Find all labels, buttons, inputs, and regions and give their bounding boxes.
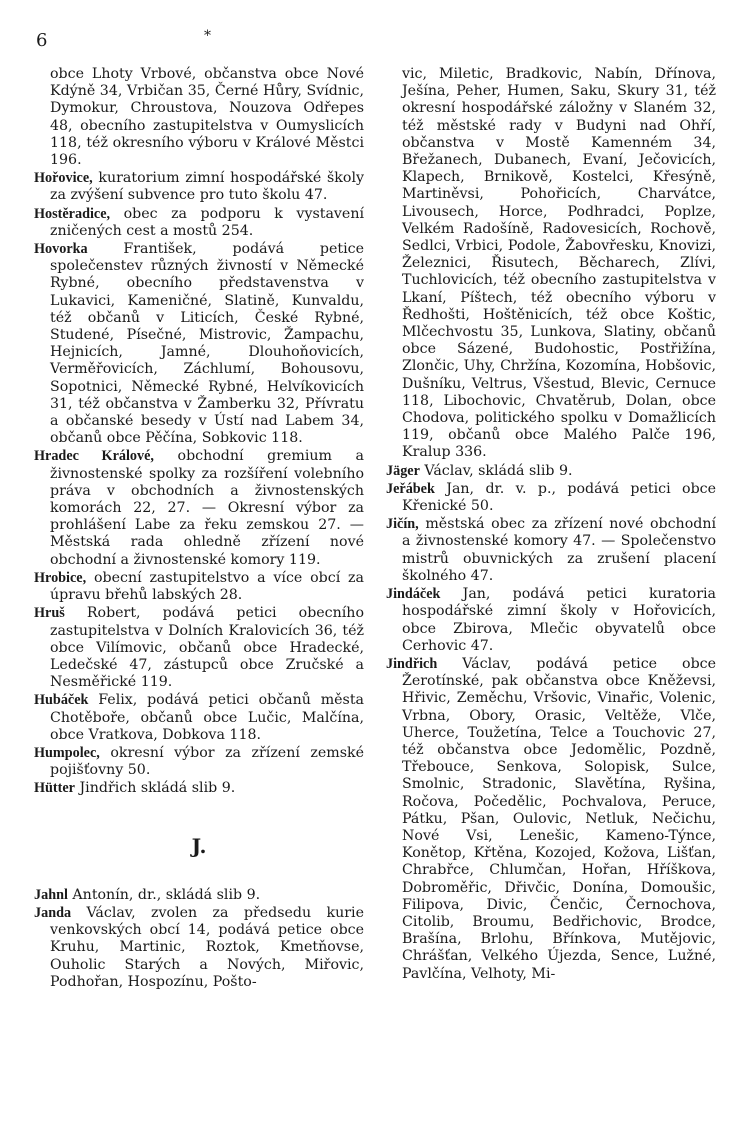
- entry-text: obec za podporu k vystavení zničených cest a mostů 254.: [50, 205, 364, 239]
- print-mark: *: [204, 28, 211, 44]
- entry-heading: Hořovice,: [34, 170, 93, 187]
- entry-text: Jan, podává petici kuratoria hospodářské zimní školy v Hořovicích, obce Zbirova, Mlečic obyvatelů obce Cerhovic 47.: [402, 586, 716, 654]
- entry-text: okresní výbor za zřízení zemské pojišťovny 50.: [50, 744, 364, 779]
- entry-text: obecní zastupitelstvo a více obcí za úpravu břehů labských 28.: [50, 569, 364, 604]
- index-entry: [34, 692, 364, 744]
- index-entry: [34, 570, 364, 604]
- index-entry: [386, 516, 716, 585]
- entry-heading: Hradec Králové,: [34, 448, 154, 465]
- entry-heading: Jäger: [386, 462, 420, 479]
- entry-heading: Jindřich: [386, 655, 438, 672]
- entry-text: vic, Miletic, Bradkovic, Nabín, Dřínova, Ješína, Peher, Humen, Saku, Skury 31, též okresní hospodářské záložny v Slaném 32, též městské rady v Budyni nad Ohří, občanstva v Mostě Kamenném 34, Břežanech, Dubanech, Evaní, Ječovicích, Klapech, Brnikově, Kostelci, Křesýně, Martiněvsi, Pohořicích, Charvátce, Livousech, Horce, Podhradci, Poplze, Velkém Radošíně, Radovesicích, Rochově, Sedlci, Vrbici, Podole, Žabovřesku, Knovizi, Železnici, Řisutech, Běcharech, Zlívi, Tuchlovicích, též obecního zastupitelstva v Lkaní, Píštech, též obecního výboru v Ředhošti, Hoštěnicích, též obce Koštic, Mlčechvostu 35, Lunkova, Slatiny, občanů obce Sázené, Budohostic, Postřižína, Zlončic, Uhy, Chržína, Kozomína, Hobšovic, Dušníku, Veltrus, Všestud, Blevic, Cernuce 118, Libochovic, Chvatěrub, Dolan, obce Chodova, politického spolku v Domažlicích 119, občanů obce Malého Palče 196, Kralup 336.: [402, 66, 716, 461]
- entry-heading: Hrobice,: [34, 569, 87, 586]
- index-entry: [34, 605, 364, 691]
- entry-heading: Hubáček: [34, 692, 89, 709]
- index-entry: [386, 656, 716, 983]
- index-entry: [386, 586, 716, 655]
- entry-text: Václav, podává petice obce Žerotínské, pak občanstva obce Kněževsi, Hřivic, Zeměchu, Vršovic, Vinařic, Volenic, Vrbna, Obory, Orasic, Veltěže, Vlče, Uherce, Toužetína, Telce a Touchovic 27, též občanstva obce Jedomělic, Pozdně, Třebouce, Senkova, Solopisk, Sulce, Smolnic, Stradonic, Slavětína, Ryšina, Ročova, Počedělic, Pochvalova, Peruce, Pátku, Pšan, Oulovic, Netluk, Nečichu, Nové Vsi, Lenešic, Kameno-Týnce, Konětop, Křtěna, Kozojed, Kožova, Lišťan, Chrabřce, Chlumčan, Hořan, Hříškova, Dobroměřic, Dřivčic, Donína, Domoušic, Filipova, Divic, Čenčic, Černochova, Citolib, Broumu, Bedřichovic, Brodce, Brašína, Brlohu, Břínkova, Mutějovic, Chrášťan, Velkého Újezda, Sence, Lužné, Pavlčína, Velhoty, Mi-: [402, 655, 716, 982]
- continued-entry: [386, 66, 716, 462]
- entry-text: Antonín, dr., skládá slib 9.: [67, 886, 261, 903]
- index-entry: [34, 170, 364, 204]
- entry-text: kuratorium zimní hospodářské školy za zvýšení subvence pro tuto školu 47.: [50, 170, 364, 204]
- entry-heading: Humpolec,: [34, 744, 100, 761]
- index-entry: [34, 905, 364, 991]
- index-entry: [34, 448, 364, 568]
- entry-text: Václav, skládá slib 9.: [419, 462, 573, 479]
- index-entry: [34, 780, 364, 797]
- entry-text: obce Lhoty Vrbové, občanstva obce Nové Kdýně 34, Vrbičan 35, Černé Hůry, Svídnic, Dymokur, Chroustova, Nouzova Odřepes 48, obecního zastupitelstva v Oumyslicích 118, též okresního výboru v Králové Městci 196.: [50, 66, 364, 169]
- entry-text: městská obec za zřízení nové obchodní a živnostenské komory 47. — Společenstvo mistrů obuvnických za zrušení placení školného 47.: [402, 516, 716, 584]
- index-entry: [34, 241, 364, 447]
- entry-heading: Janda: [34, 904, 72, 921]
- index-entry: [386, 481, 716, 515]
- entry-text: Jindřich skládá slib 9.: [74, 780, 236, 797]
- entry-text: Felix, podává petici občanů města Chotěboře, občanů obce Lučic, Malčína, obce Vratkova, Dobkova 118.: [50, 692, 364, 743]
- entry-text: obchodní gremium a živnostenské spolky za rozšíření volebního práva v obchodních a živnostenských komorách 22, 27. — Okresní výbor za prohlášení Labe za řeku zemskou 27. — Městská rada ohledně zřízení nové obchodní a živnostenské komory 119.: [50, 448, 364, 568]
- entry-heading: Hruš: [34, 605, 65, 622]
- entry-heading: Jahnl: [34, 886, 68, 903]
- section-letter: J.: [191, 833, 207, 858]
- index-entry: [34, 745, 364, 779]
- left-column: [34, 66, 364, 992]
- entry-text: František, podává petice společenstev různých živností v Německé Rybné, obecního představenstva v Lukavici, Kameničné, Slatině, Kunvaldu, též občanů v Liticích, České Rybné, Studené, Písečné, Mistrovic, Žampachu, Hejnicích, Jamné, Dlouhoňovicích, Verměřovicích, Záchlumí, Bohousovu, Sopotnici, Německé Rybné, Helvíkovicích 31, též občanstva v Žamberku 32, Přívratu a občanské besedy v Ústí nad Labem 34, občanů obce Pěčína, Sobkovic 118.: [50, 241, 364, 447]
- entry-heading: Hütter: [34, 780, 75, 797]
- entry-text: Václav, zvolen za předsedu kurie venkovských obcí 14, podává petice obce Kruhu, Martinic, Roztok, Kmetňovse, Ouholic Starých a Nových, Miřovic, Podhořan, Hospozínu, Pošto-: [50, 904, 364, 990]
- entry-text: Jan, dr. v. p., podává petici obce Křenické 50.: [402, 480, 716, 515]
- index-entry: [34, 887, 364, 904]
- index-entry: [386, 463, 716, 480]
- entry-heading: Jindáček: [386, 586, 441, 603]
- index-entry: [34, 206, 364, 240]
- entry-text: Robert, podává petici obecního zastupitelstva v Dolních Kralovicích 36, též obce Vilímovic, občanů obce Hradecké, Ledečské 47, zástupců obce Zručské a Nesměřické 119.: [50, 605, 364, 691]
- page-number: 6: [36, 30, 48, 51]
- entry-heading: Jeřábek: [386, 480, 435, 497]
- entry-heading: Hostěradice,: [34, 205, 111, 222]
- entry-heading: Hovorka: [34, 241, 88, 258]
- right-column: [386, 66, 716, 984]
- entry-heading: Jičín,: [386, 516, 419, 533]
- continued-entry: [34, 66, 364, 169]
